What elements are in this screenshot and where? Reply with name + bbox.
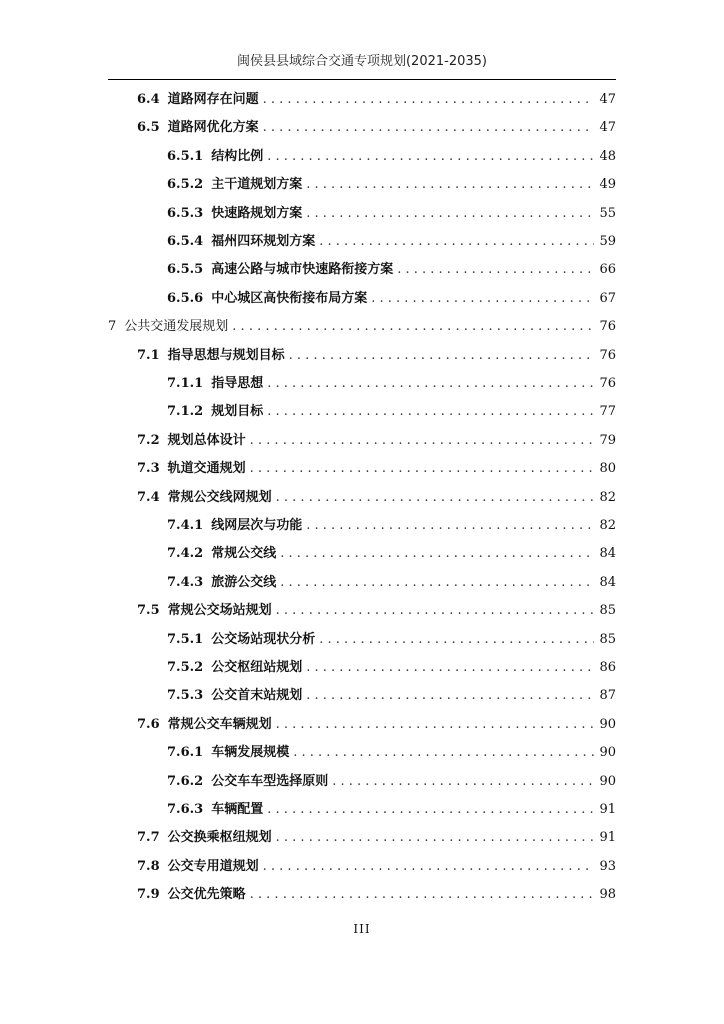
toc-leader-dots [319, 632, 594, 647]
toc-entry-page: 86 [599, 660, 616, 675]
toc-leader-dots [263, 120, 594, 135]
toc-entry[interactable] [137, 883, 616, 905]
toc-entry[interactable] [108, 315, 616, 337]
toc-entry[interactable] [167, 514, 616, 536]
toc-leader-dots [306, 688, 594, 703]
toc-leader-dots [306, 206, 594, 221]
toc-entry[interactable] [167, 684, 616, 706]
toc-entry-page: 85 [599, 603, 616, 619]
toc-leader-dots [263, 859, 594, 874]
toc-leader-dots [276, 490, 594, 505]
toc-leader-dots [306, 660, 594, 675]
toc-entry-number: 7.5.1 [167, 631, 204, 647]
toc-entry[interactable] [137, 826, 616, 848]
toc-entry-number: 6.5 [137, 120, 160, 136]
toc-leader-dots [276, 603, 594, 618]
toc-leader-dots [267, 404, 594, 419]
toc-entry-number: 7.4.1 [167, 518, 204, 533]
toc-entry-title: 公交场站现状分析 [211, 631, 316, 647]
toc-entry-title: 道路网存在问题 [167, 92, 259, 107]
toc-leader-dots [319, 234, 594, 249]
toc-entry-number: 7.5.3 [167, 688, 204, 704]
toc-entry-title: 规划目标 [211, 404, 264, 420]
toc-entry-title: 福州四环规划方案 [211, 234, 316, 249]
toc-leader-dots [397, 262, 594, 277]
toc-entry-title: 常规公交线 [211, 546, 277, 562]
toc-entry-number: 7.3 [137, 461, 160, 477]
toc-entry-number: 6.5.3 [167, 205, 204, 221]
toc-leader-dots [276, 717, 594, 732]
toc-entry-title: 中心城区高快衔接布局方案 [211, 290, 368, 306]
toc-entry-page: 79 [599, 432, 616, 448]
toc-entry-number: 7.1.1 [167, 376, 204, 391]
toc-entry-page: 76 [599, 376, 616, 391]
toc-entry-number: 7.1.2 [167, 404, 204, 420]
toc-entry[interactable] [167, 656, 616, 678]
toc-entry-page: 49 [599, 177, 616, 193]
toc-entry[interactable] [137, 429, 616, 451]
toc-entry-page: 55 [599, 205, 616, 221]
toc-entry-number: 7.8 [137, 858, 160, 874]
header-rule [108, 79, 616, 80]
toc-entry-page: 77 [599, 404, 616, 420]
toc-entry[interactable] [137, 88, 616, 110]
toc-entry-page: 90 [599, 745, 616, 761]
page-number: III [353, 922, 371, 936]
toc-entry[interactable] [167, 145, 616, 167]
toc-entry-page: 47 [599, 120, 616, 136]
toc-entry[interactable] [137, 116, 616, 138]
toc-entry[interactable] [137, 599, 616, 621]
toc-entry-page: 59 [599, 234, 616, 249]
toc-leader-dots [280, 546, 594, 561]
toc-leader-dots [263, 92, 594, 107]
toc-entry[interactable] [167, 372, 616, 394]
toc-entry-title: 公交首末站规划 [211, 688, 303, 704]
toc-entry-page: 84 [599, 574, 616, 590]
toc-leader-dots [232, 319, 594, 334]
toc-entry-page: 76 [599, 347, 616, 363]
toc-entry-title: 规划总体设计 [167, 432, 246, 448]
toc-leader-dots [280, 575, 594, 590]
toc-entry[interactable] [137, 855, 616, 877]
toc-entry-title: 公交换乘枢纽规划 [167, 830, 272, 846]
toc-entry-title: 主干道规划方案 [211, 177, 303, 193]
toc-entry-page: 84 [599, 546, 616, 562]
toc-entry-page: 80 [599, 461, 616, 477]
toc-entry[interactable] [167, 400, 616, 422]
toc-entry-number: 7.5.2 [167, 660, 204, 675]
toc-entry[interactable] [167, 741, 616, 763]
page-header: 闽侯县县域综合交通专项规划(2021-2035) [236, 54, 487, 69]
toc-entry-number: 6.5.1 [167, 148, 204, 164]
toc-entry-number: 6.5.4 [167, 234, 204, 249]
toc-entry-title: 快速路规划方案 [211, 205, 303, 221]
toc-entry-title: 公交专用道规划 [167, 858, 259, 874]
toc-entry-number: 7.4.3 [167, 574, 204, 590]
toc-entry-title: 常规公交场站规划 [167, 603, 272, 619]
toc-leader-dots [306, 518, 594, 533]
toc-entry[interactable] [167, 798, 616, 820]
toc-entry[interactable] [137, 344, 616, 366]
toc-entry-number: 7.6.3 [167, 802, 204, 817]
toc-entry-title: 公共交通发展规划 [124, 319, 229, 335]
toc-entry-number: 6.5.5 [167, 262, 204, 278]
toc-entry-title: 车辆发展规模 [211, 745, 290, 761]
toc-entry-number: 7.9 [137, 887, 160, 903]
toc-entry-title: 高速公路与城市快速路衔接方案 [211, 262, 394, 278]
toc-entry-page: 82 [599, 489, 616, 505]
toc-entry-number: 7.6.1 [167, 745, 204, 761]
toc-entry[interactable] [167, 287, 616, 309]
toc-leader-dots [250, 887, 594, 902]
toc-leader-dots [250, 461, 594, 476]
toc-entry-page: 93 [599, 858, 616, 874]
toc-leader-dots [289, 348, 594, 363]
toc-entry[interactable] [167, 230, 616, 252]
toc-entry-page: 91 [599, 802, 616, 817]
toc-entry-title: 常规公交线网规划 [167, 489, 272, 505]
toc-leader-dots [267, 376, 594, 391]
toc-entry[interactable] [167, 542, 616, 564]
toc-entry-title: 指导思想与规划目标 [167, 347, 285, 363]
toc-entry[interactable] [167, 770, 616, 792]
toc-entry-title: 结构比例 [211, 148, 264, 164]
toc-entry-page: 87 [599, 688, 616, 704]
toc-entry[interactable] [167, 258, 616, 280]
toc-entry-number: 6.5.2 [167, 177, 204, 193]
toc-entry-title: 公交枢纽站规划 [211, 660, 303, 675]
toc-entry-page: 48 [599, 148, 616, 164]
toc-entry-page: 85 [599, 631, 616, 647]
toc-leader-dots [332, 774, 594, 789]
toc-entry-page: 82 [599, 518, 616, 533]
toc-entry-number: 7.6.2 [167, 773, 204, 789]
toc-entry-title: 轨道交通规划 [167, 461, 246, 477]
toc-entry-title: 道路网优化方案 [167, 120, 259, 136]
toc-entry-page: 90 [599, 773, 616, 789]
toc-entry-number: 7.2 [137, 432, 160, 448]
toc-leader-dots [371, 291, 594, 306]
toc-entry-title: 公交车车型选择原则 [211, 773, 329, 789]
toc-leader-dots [293, 745, 594, 760]
toc-entry-page: 90 [599, 716, 616, 732]
toc-entry-title: 车辆配置 [211, 802, 264, 817]
toc-leader-dots [306, 177, 594, 192]
toc-entry-number: 7.5 [137, 603, 160, 619]
toc-entry[interactable] [137, 486, 616, 508]
toc-leader-dots [276, 830, 594, 845]
toc-entry-page: 66 [599, 262, 616, 278]
toc-entry[interactable] [137, 457, 616, 479]
toc-entry-number: 6.5.6 [167, 290, 204, 306]
toc-entry-page: 98 [599, 887, 616, 903]
toc-entry[interactable] [167, 628, 616, 650]
toc-entry[interactable] [137, 713, 616, 735]
toc-entry-page: 67 [599, 290, 616, 306]
toc-leader-dots [250, 433, 594, 448]
toc-entry[interactable] [167, 202, 616, 224]
toc-leader-dots [267, 802, 594, 817]
toc-entry-title: 公交优先策略 [167, 887, 246, 903]
toc-entry-number: 6.4 [137, 92, 160, 107]
toc-entry-number: 7.4 [137, 489, 160, 505]
toc-entry-number: 7.6 [137, 716, 160, 732]
toc-entry-title: 指导思想 [211, 376, 264, 391]
toc-entry-title: 线网层次与功能 [211, 518, 303, 533]
toc-entry-page: 76 [599, 319, 616, 335]
toc-entry-number: 7.7 [137, 830, 160, 846]
toc-entry-page: 47 [599, 92, 616, 107]
toc-entry-title: 旅游公交线 [211, 574, 277, 590]
toc-entry[interactable] [167, 571, 616, 593]
toc-entry-title: 常规公交车辆规划 [167, 716, 272, 732]
toc-entry-number: 7 [108, 319, 117, 335]
toc-leader-dots [267, 149, 594, 164]
toc-entry-number: 7.1 [137, 347, 160, 363]
toc-entry-page: 91 [599, 830, 616, 846]
toc-entry-number: 7.4.2 [167, 546, 204, 562]
toc-entry[interactable] [167, 173, 616, 195]
